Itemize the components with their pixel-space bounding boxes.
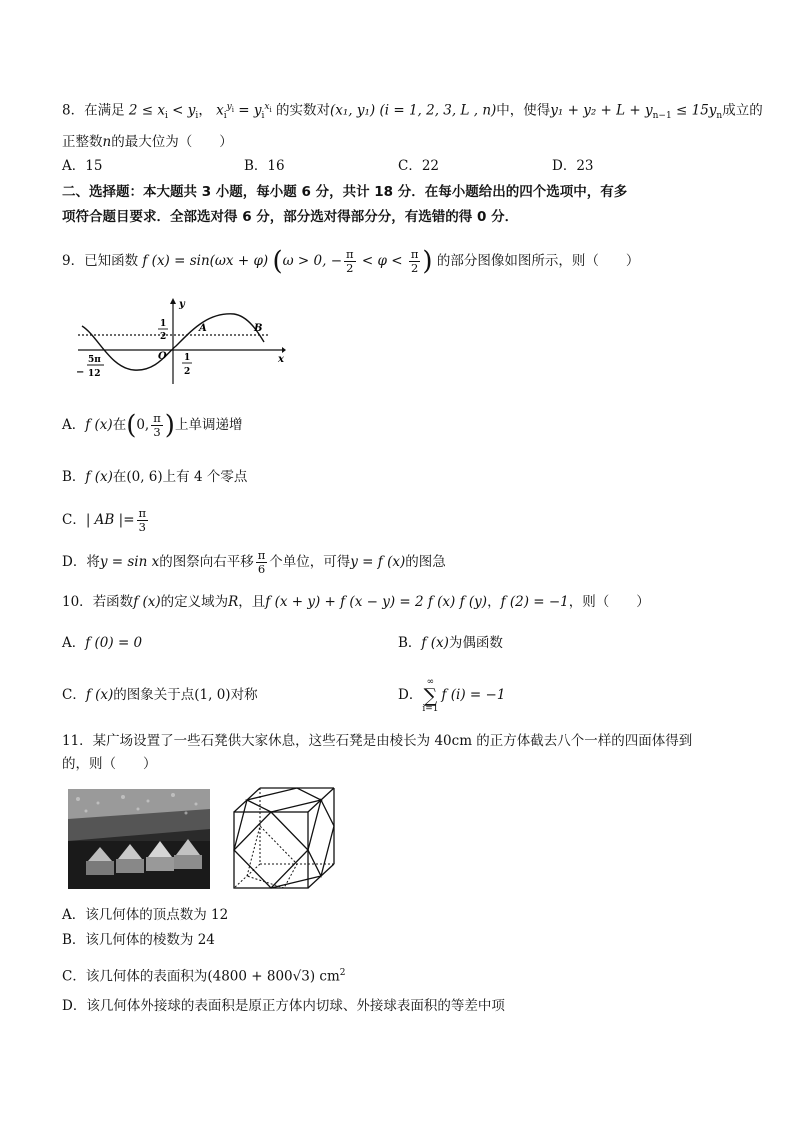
stone-bench-photo xyxy=(68,789,210,889)
q11-option-d[interactable]: D．该几何体外接球的表面积是原正方体内切球、外接球表面积的等差中项 xyxy=(62,998,505,1014)
q11-stem-line1: 11．某广场设置了一些石凳供大家休息，这些石凳是由棱长为 40cm 的正方体截去八个一样的四面体得到 xyxy=(62,733,693,749)
y-axis-label: y xyxy=(179,299,185,310)
q10-option-b[interactable]: B．f (x)为偶函数 xyxy=(398,635,503,651)
svg-text:−: − xyxy=(76,367,85,378)
svg-text:1: 1 xyxy=(184,353,191,363)
q9-option-c[interactable]: C．| AB |= $\frac{\pi}{3}$ xyxy=(62,506,147,534)
svg-text:2: 2 xyxy=(184,367,191,377)
q10-option-a[interactable]: A．f (0) = 0 xyxy=(62,635,143,651)
svg-text:12: 12 xyxy=(88,369,101,379)
q8-stem-line2: 正整数n的最大位为（ ） xyxy=(62,134,233,150)
point-b-label: B xyxy=(254,323,263,334)
truncated-cube-diagram xyxy=(230,784,338,892)
q8-option-a[interactable]: A．15 xyxy=(62,158,103,174)
point-a-label: A xyxy=(199,323,207,334)
x-axis-label: x xyxy=(278,354,284,365)
q8-option-b[interactable]: B．16 xyxy=(244,158,285,174)
q9-function-graph xyxy=(74,296,286,386)
q11-option-a[interactable]: A．该几何体的顶点数为 12 xyxy=(62,907,229,923)
svg-text:5π: 5π xyxy=(88,355,101,365)
q8-option-d[interactable]: D．23 xyxy=(552,158,594,174)
q9-option-d[interactable]: D．将y = sin x的图祭向右平移 $\frac{\pi}{6}$ 个单位，可得y = f (x)的图急 xyxy=(62,548,446,576)
svg-text:2: 2 xyxy=(160,332,167,342)
q8-option-c[interactable]: C．22 xyxy=(398,158,440,174)
q9-option-a[interactable]: A．f (x)在(0, $\frac{\pi}{3}$ )上单调递增 xyxy=(62,410,243,441)
origin-label: O xyxy=(158,351,167,362)
q10-stem: 10．若函数f (x)的定义域为R，且f (x + y) + f (x − y) = 2 f (x) f (y)，f (2) = −1，则（ ） xyxy=(62,594,650,610)
q8-number: 8． xyxy=(62,102,85,119)
q8-stem: 8．在满足 $2 \le x_i < y_i$， $x_i^{y_i} = y_i^{x_i}$ 的实数对(x₁, y₁) (i = 1, 2, 3, L , n)中，使得$y_1 + y_2 + L + y_{n-1} \le 15y_n$成立的 xyxy=(62,102,763,122)
q11-option-c[interactable]: C．该几何体的表面积为(4800 + 800√3) $cm^2$ xyxy=(62,968,346,985)
section2-line1: 二、选择题：本大题共 3 小题，每小题 6 分，共计 18 分．在每小题给出的四个选项中，有多 xyxy=(62,184,628,200)
q11-option-b[interactable]: B．该几何体的棱数为 24 xyxy=(62,932,215,948)
svg-text:1: 1 xyxy=(160,319,167,329)
q9-stem: 9．已知函数 f (x) = sin(ωx + φ) (ω > 0, − $\frac{\pi}{2}$ < φ < $\frac{\pi}{2}$ ) 的部分图像如图所示，则（ ） xyxy=(62,246,640,277)
q10-option-d[interactable]: D． ∞ ∑ i=1 f (i) = −1 xyxy=(398,676,506,714)
q11-stem-line2: 的，则（ ） xyxy=(62,756,157,772)
section2-line2: 项符合题目要求．全部选对得 6 分，部分选对得部分分，有选错的得 0 分． xyxy=(62,209,519,225)
q10-option-c[interactable]: C．f (x)的图象关于点(1, 0)对称 xyxy=(62,687,258,703)
q9-option-b[interactable]: B．f (x)在(0, 6)上有 4 个零点 xyxy=(62,469,248,485)
